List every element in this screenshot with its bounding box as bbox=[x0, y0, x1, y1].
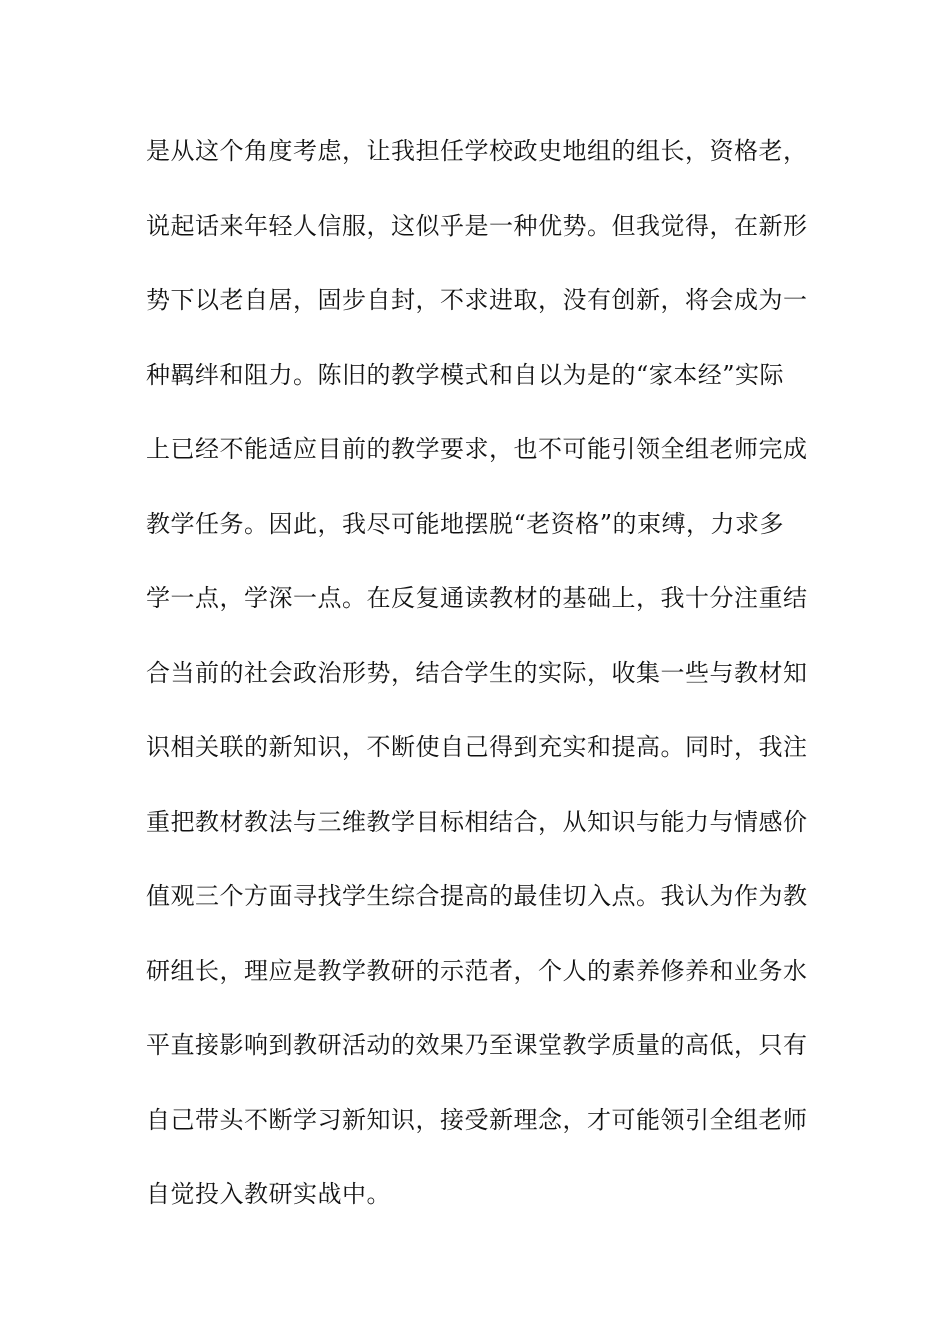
text-line-12: 研组长，理应是教学教研的示范者，个人的素养修养和业务水 bbox=[146, 956, 808, 985]
text-line-7: 学一点，学深一点。在反复通读教材的基础上，我十分注重结 bbox=[146, 584, 808, 612]
text-line-8: 合当前的社会政治形势，结合学生的实际，收集一些与教材知 bbox=[146, 658, 808, 687]
text-line-6: 教学任务。因此，我尽可能地摆脱“老资格”的束缚，力求多 bbox=[146, 509, 785, 538]
text-line-15: 自觉投入教研实战中。 bbox=[146, 1180, 391, 1208]
text-line-14: 自己带头不断学习新知识，接受新理念，才可能领引全组老师 bbox=[146, 1105, 808, 1134]
text-line-2: 说起话来年轻人信服，这似乎是一种优势。但我觉得，在新形 bbox=[146, 211, 808, 240]
text-line-1: 是从这个角度考虑，让我担任学校政史地组的组长，资格老， bbox=[146, 137, 808, 165]
text-line-13: 平直接影响到教研活动的效果乃至课堂教学质量的高低，只有 bbox=[146, 1031, 808, 1059]
text-line-10: 重把教材教法与三维教学目标相结合，从知识与能力与情感价 bbox=[146, 807, 808, 836]
text-line-4: 种羁绊和阻力。陈旧的教学模式和自以为是的“家本经”实际 bbox=[146, 360, 785, 389]
text-line-11: 值观三个方面寻找学生综合提高的最佳切入点。我认为作为教 bbox=[146, 882, 808, 910]
text-line-9: 识相关联的新知识，不断使自己得到充实和提高。同时，我注 bbox=[146, 733, 808, 761]
text-line-3: 势下以老自居，固步自封，不求进取，没有创新，将会成为一 bbox=[146, 286, 808, 314]
text-line-5: 上已经不能适应目前的教学要求，也不可能引领全组老师完成 bbox=[146, 435, 808, 463]
body-paragraph bbox=[146, 126, 806, 1244]
